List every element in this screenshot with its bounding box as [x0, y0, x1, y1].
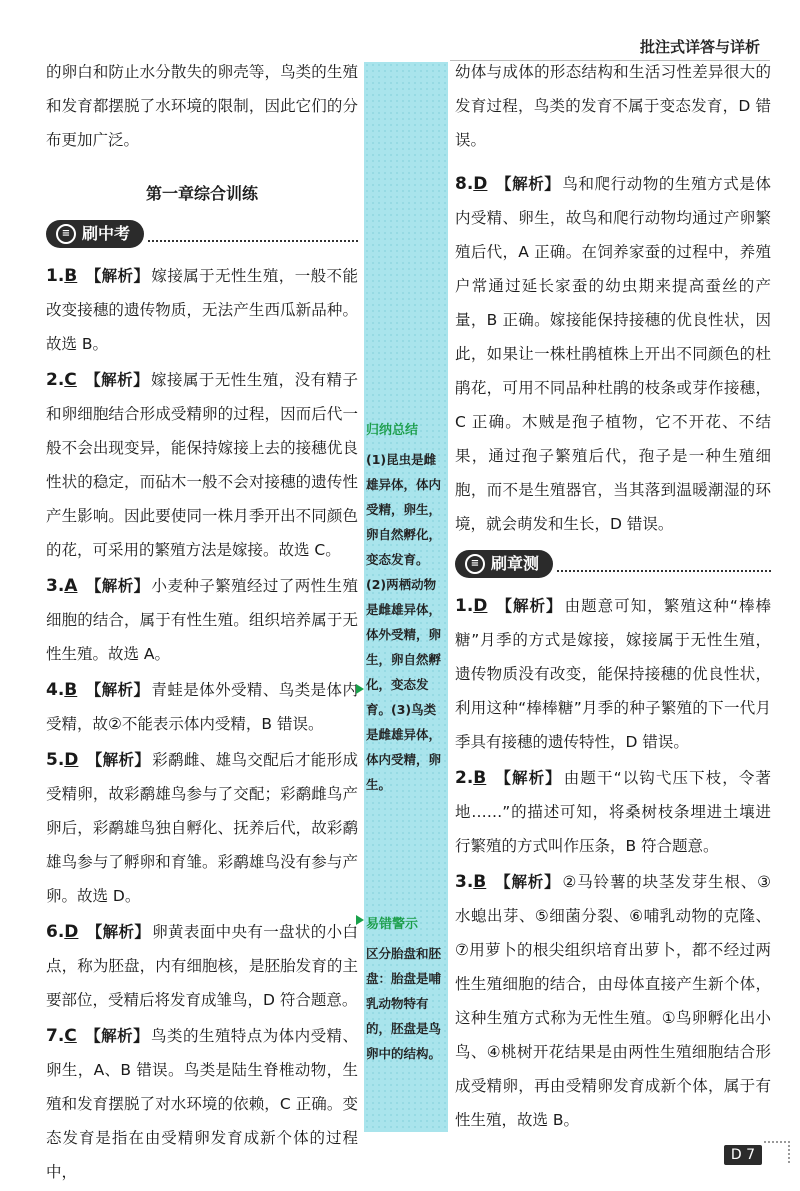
analysis-tag: 【解析】	[86, 751, 151, 769]
answer-letter: B	[473, 872, 487, 892]
question-number: 3.	[46, 576, 65, 596]
analysis-text: 卵黄表面中央有一盘状的小白点，称为胚盘，内有细胞核，是胚胎发育的主要部位，受精后将发育成雏鸟，D 符合题意。	[46, 923, 358, 1009]
question-number: 5.	[46, 750, 65, 770]
book-icon: ≡	[56, 224, 76, 244]
analysis-tag: 【解析】	[494, 873, 561, 891]
analysis-text: 小麦种子繁殖经过了两性生殖细胞的结合，属于有性生殖。组织培养属于无性生殖。故选 A。	[46, 577, 358, 663]
tip-box-summary	[364, 418, 448, 797]
arrow-icon	[356, 684, 364, 694]
analysis-tag: 【解析】	[86, 923, 151, 941]
analysis-text: 青蛙是体外受精、鸟类是体内受精，故②不能表示体内受精，B 错误。	[46, 681, 358, 733]
question-item	[455, 167, 771, 541]
badge-zhangce: ≡ 刷章测	[455, 549, 771, 579]
tip-text: (1)昆虫是雌雄异体，体内受精，卵生，卵自然孵化，变态发育。(2)两栖动物是雌雄异体，体外受精，卵生，卵自然孵化，变态发育。(3)鸟类是雌雄异体，体内受精，卵生。	[366, 452, 442, 792]
question-number: 6.	[46, 922, 65, 942]
question-number: 2.	[46, 370, 65, 390]
analysis-tag: 【解析】	[84, 371, 150, 389]
question-item	[455, 589, 771, 759]
left-intro: 的卵白和防止水分散失的卵壳等，鸟类的生殖和发育都摆脱了水环境的限制，因此它们的分布更加广泛。	[46, 63, 358, 149]
analysis-text: 鸟和爬行动物的生殖方式是体内受精、卵生，故鸟和爬行动物均通过产卵繁殖后代，A 正确。在饲养家蚕的过程中，养殖户常通过延长家蚕的幼虫期来提高蚕丝的产量，B 正确。嫁接能保持接穗的优良性状，因此，如果让一株杜鹃植株上开出不同颜色的杜鹃花，可用不同品种杜鹃的枝条或芽作接穗，C 正确。木贼是孢子植物，它不开花、不结果，通过孢子繁殖后代，孢子是一种生殖细胞，而不是生殖器官，当其落到温暖潮湿的环境，就会萌发和生长，D 错误。	[455, 175, 771, 533]
analysis-text: 由题干“以钩弋压下枝，令著地……”的描述可知，将桑树枝条埋进土壤进行繁殖的方式叫作压条，B 符合题意。	[455, 769, 771, 855]
analysis-text: 彩鹬雌、雄鸟交配后才能形成受精卵，故彩鹬雄鸟参与了交配；彩鹬雌鸟产卵后，彩鹬雄鸟独自孵化、抚养后代，故彩鹬雄鸟参与了孵卵和育雏。彩鹬雄鸟没有参与产卵。故选 D。	[46, 751, 358, 905]
question-item	[46, 1019, 358, 1189]
tip-text: 区分胎盘和胚盘：胎盘是哺乳动物特有的，胚盘是鸟卵中的结构。	[366, 946, 442, 1061]
corner-decoration	[764, 1141, 790, 1163]
badge-zhongkao: ≡ 刷中考	[46, 219, 358, 249]
question-item	[46, 915, 358, 1017]
question-number: 1.	[46, 266, 65, 286]
question-item	[46, 259, 358, 361]
section-title: 第一章综合训练	[145, 184, 258, 203]
right-column	[455, 55, 771, 1139]
question-number: 1.	[455, 596, 474, 616]
header-title: 批注式详答与详析	[639, 38, 760, 56]
analysis-text: 由题意可知，繁殖这种“棒棒糖”月季的方式是嫁接，嫁接属于无性生殖，遗传物质没有改变，能保持接穗的优良性状，利用这种“棒棒糖”月季的种子繁殖的下一代月季具有接穗的遗传特性，D 错误。	[455, 597, 771, 751]
answer-letter: B	[64, 266, 78, 286]
tip-box-warning	[364, 912, 448, 1066]
answer-letter: D	[473, 174, 488, 194]
analysis-tag: 【解析】	[84, 1027, 150, 1045]
answer-letter: D	[64, 750, 79, 770]
question-item	[46, 363, 358, 567]
answer-letter: B	[473, 768, 487, 788]
analysis-tag: 【解析】	[494, 769, 562, 787]
page-number: D 7	[724, 1145, 762, 1165]
tip-heading: 归纳总结	[366, 423, 419, 438]
analysis-text: 嫁接属于无性生殖，没有精子和卵细胞结合形成受精卵的过程，因而后代一般不会出现变异，能保持嫁接上去的接穗优良性状的稳定，而砧木一般不会对接穗的遗传性产生影响。因此要使同一株月季开出不同颜色的花，可采用的繁殖方法是嫁接。故选 C。	[46, 371, 358, 559]
analysis-text: 鸟类的生殖特点为体内受精、卵生，A、B 错误。鸟类是陆生脊椎动物，生殖和发育摆脱了对水环境的依赖，C 正确。变态发育是指在由受精卵发育成新个体的过程中，	[46, 1027, 358, 1181]
question-item	[455, 761, 771, 863]
analysis-tag: 【解析】	[495, 175, 561, 193]
answer-letter: B	[64, 680, 78, 700]
answer-letter: C	[64, 370, 77, 390]
question-item	[46, 743, 358, 913]
analysis-text: ②马铃薯的块茎发芽生根、③水螅出芽、⑤细菌分裂、⑥哺乳动物的克隆、⑦用萝卜的根尖组织培育出萝卜，都不经过两性生殖细胞的结合，由母体直接产生新个体，这种生殖方式称为无性生殖。①鸟卵孵化出小鸟、④桃树开花结果是由两性生殖细胞结合形成受精卵，再由受精卵发育成新个体，属于有性生殖，故选 B。	[455, 873, 771, 1129]
analysis-tag: 【解析】	[495, 597, 563, 615]
answer-letter: C	[64, 1026, 77, 1046]
question-item	[46, 569, 358, 671]
question-number: 8.	[455, 174, 474, 194]
answer-letter: A	[64, 576, 78, 596]
question-item	[46, 673, 358, 741]
answer-letter: D	[473, 596, 488, 616]
left-column	[46, 55, 358, 1191]
analysis-tag: 【解析】	[85, 267, 150, 285]
right-intro: 幼体与成体的形态结构和生活习性差异很大的发育过程，鸟类的发育不属于变态发育，D 错误。	[455, 63, 771, 149]
question-number: 3.	[455, 872, 474, 892]
question-number: 2.	[455, 768, 474, 788]
question-number: 4.	[46, 680, 65, 700]
answer-letter: D	[64, 922, 79, 942]
book-icon: ≡	[465, 554, 485, 574]
analysis-text: 嫁接属于无性生殖，一般不能改变接穗的遗传物质，无法产生西瓜新品种。故选 B。	[46, 267, 358, 353]
analysis-tag: 【解析】	[85, 681, 150, 699]
analysis-tag: 【解析】	[85, 577, 150, 595]
tip-heading: 易错警示	[366, 917, 419, 932]
question-number: 7.	[46, 1026, 65, 1046]
question-item	[455, 865, 771, 1137]
arrow-icon	[356, 915, 364, 925]
